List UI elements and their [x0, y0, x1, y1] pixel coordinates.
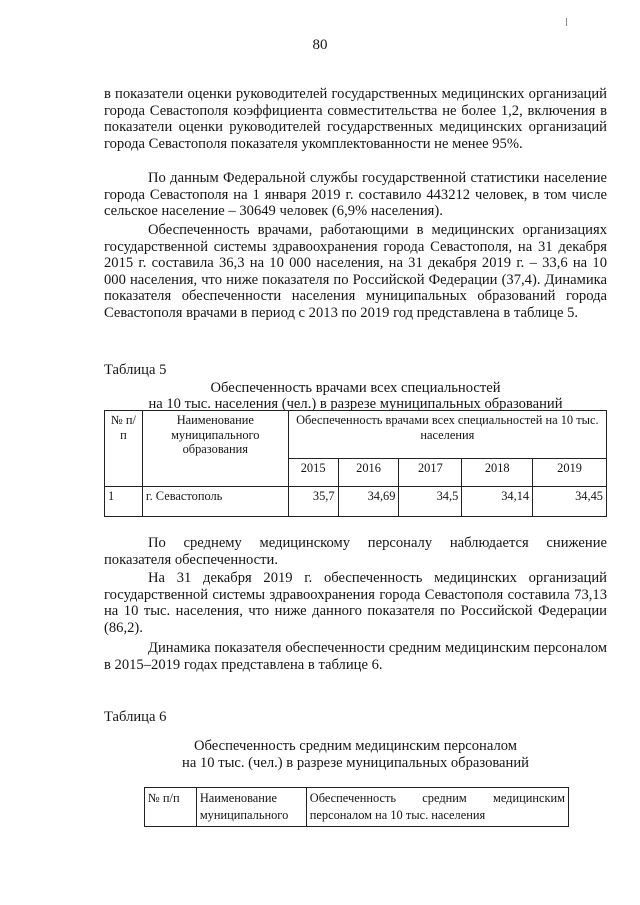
table6-header-num: № п/п	[145, 788, 197, 827]
table5-year-2017: 2017	[399, 459, 462, 487]
table6-caption-line1: Обеспеченность средним медицинским персоналом	[193, 738, 517, 754]
table5-year-2015: 2015	[288, 459, 338, 487]
table-row	[105, 487, 607, 517]
paragraph-6: Динамика показателя обеспеченности средним медицинским персоналом в 2015–2019 годах представлена в таблице 6.	[104, 640, 607, 673]
table6	[144, 787, 569, 827]
table5-year-2018: 2018	[462, 459, 533, 487]
table5-caption-line1: Обеспеченность врачами всех специальностей	[210, 380, 501, 396]
paragraph-2: По данным Федеральной службы государственной статистики население города Севастополя на 1 января 2019 г. составило 443212 человек, в том числе сельское население – 30649 человек (6,9% населения).	[104, 170, 607, 220]
table6-label: Таблица 6	[104, 709, 167, 725]
table6-header-name: Наименование муниципального	[196, 788, 306, 827]
table5-label: Таблица 5	[104, 362, 167, 378]
table5	[104, 410, 607, 517]
page-number: 80	[312, 37, 328, 53]
table5-row-name: г. Севастополь	[142, 487, 288, 517]
table5-value-2016: 34,69	[338, 487, 399, 517]
paragraph-1: в показатели оценки руководителей государственных медицинских организаций города Севастополя коэффициента совместительства не более 1,2, включения в показатели оценки руководителей государственных медицинских организаций города Севастополя показателя укомплектованности не менее 95%.	[104, 86, 607, 152]
table5-header-name: Наименование муниципального образования	[142, 411, 288, 487]
table5-value-2019: 34,45	[533, 487, 607, 517]
table5-value-2015: 35,7	[288, 487, 338, 517]
table5-year-2016: 2016	[338, 459, 399, 487]
table5-caption-line2: на 10 тыс. населения (чел.) в разрезе муниципальных образований	[148, 396, 563, 412]
scan-mark	[566, 18, 567, 26]
table5-header-num: № п/п	[105, 411, 143, 487]
table5-row-num: 1	[105, 487, 143, 517]
paragraph-3: Обеспеченность врачами, работающими в медицинских организациях государственной системы здравоохранения города Севастополя, на 31 декабря 2015 г. составила 36,3 на 10 000 населения, на 31 декабря 2019 г. – 33,6 на 10 000 населения, что ниже показателя по Российской Федерации (37,4). Динамика показателя обеспеченности населения муниципальных образований города Севастополя врачами в период с 2013 по 2019 год представлена в таблице 5.	[104, 222, 607, 321]
table6-caption-line2: на 10 тыс. (чел.) в разрезе муниципальных образований	[182, 755, 529, 771]
table5-header-group: Обеспеченность врачами всех специальностей на 10 тыс. населения	[288, 411, 606, 459]
table5-value-2017: 34,5	[399, 487, 462, 517]
table5-value-2018: 34,14	[462, 487, 533, 517]
table5-year-2019: 2019	[533, 459, 607, 487]
table6-header-group: Обеспеченность средним медицинским персоналом на 10 тыс. населения	[306, 788, 568, 827]
paragraph-5: На 31 декабря 2019 г. обеспеченность медицинских организаций государственной системы здравоохранения города Севастополя составила 73,13 на 10 тыс. населения, что ниже данного показателя по Российской Федерации (86,2).	[104, 570, 607, 636]
paragraph-4: По среднему медицинскому персоналу наблюдается снижение показателя обеспеченности.	[104, 535, 607, 568]
